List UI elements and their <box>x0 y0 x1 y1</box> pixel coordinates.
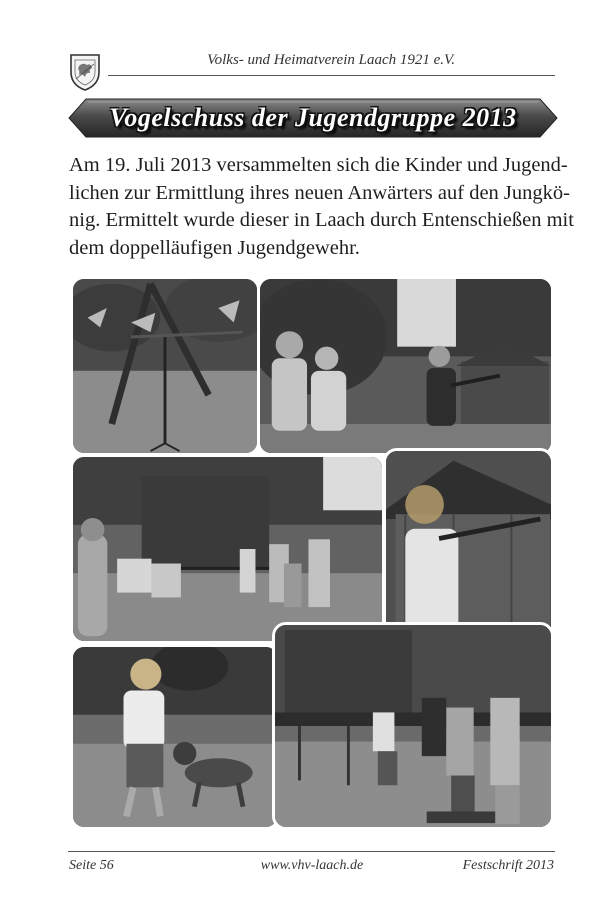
page-number: Seite 56 <box>69 858 114 873</box>
photo-boys-shooting <box>257 276 554 456</box>
photo-target-stand <box>70 276 260 456</box>
publication-name: Festschrift 2013 <box>462 858 554 873</box>
photo-group-screen <box>70 454 385 644</box>
photo-children-trampoline <box>272 622 554 830</box>
footer-divider <box>68 851 555 852</box>
header-organization: Volks- und Heimatverein Laach 1921 e.V. <box>207 52 455 68</box>
article-text <box>69 152 574 262</box>
header-divider <box>108 75 555 76</box>
article-line: lichen zur Ermittlung ihres neuen Anwärters auf den Jungkö- <box>69 181 570 204</box>
title-banner <box>68 98 558 138</box>
article-line: dem doppelläufigen Jugendgewehr. <box>69 236 360 259</box>
website-link[interactable]: www.vhv-laach.de <box>260 858 364 873</box>
article-line: nig. Ermittelt wurde dieser in Laach durch Entenschießen mit <box>69 209 574 231</box>
article-line: Am 19. Juli 2013 versammelten sich die Kinder und Jugend- <box>69 154 568 176</box>
page-title: Vogelschuss der Jugendgruppe 2013 <box>109 103 517 132</box>
photo-child-with-dog <box>70 644 280 830</box>
coat-of-arms-icon <box>68 52 102 92</box>
